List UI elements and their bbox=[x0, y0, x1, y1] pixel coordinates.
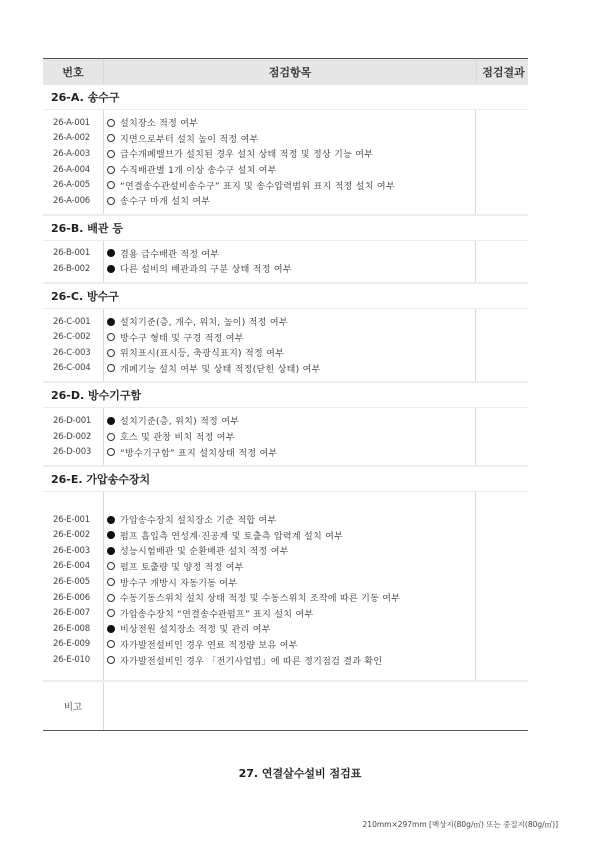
item-text: 지면으로부터 설치 높이 적정 여부 bbox=[120, 134, 259, 145]
item-text: 수직배관별 1개 이상 송수구 설치 여부 bbox=[120, 166, 277, 177]
section-items bbox=[43, 408, 528, 467]
open-circle-icon bbox=[107, 578, 115, 586]
result-cell[interactable] bbox=[475, 408, 529, 465]
paper-spec-footer: 210mm×297mm [백상지(80g/㎡) 또는 중질지(80g/㎡)] bbox=[362, 820, 558, 829]
item-code: 26-E-007 bbox=[53, 608, 90, 619]
checklist-item bbox=[107, 193, 475, 209]
open-circle-icon bbox=[107, 150, 115, 158]
item-code: 26-A-003 bbox=[53, 148, 91, 159]
item-code: 26-D-002 bbox=[53, 431, 92, 442]
item-text: 다른 설비의 배관과의 구분 상태 적정 여부 bbox=[120, 265, 292, 276]
open-circle-icon bbox=[107, 181, 115, 189]
item-code: 26-B-001 bbox=[53, 248, 91, 259]
checklist-item bbox=[107, 413, 475, 429]
item-code: 26-E-006 bbox=[53, 592, 90, 603]
item-code: 26-E-002 bbox=[53, 530, 90, 541]
filled-circle-icon bbox=[107, 265, 115, 273]
open-circle-icon bbox=[107, 640, 115, 648]
item-code: 26-C-002 bbox=[53, 332, 91, 343]
header-item: 점검항목 bbox=[103, 59, 476, 84]
item-code: 26-A-005 bbox=[53, 180, 91, 191]
checklist-item bbox=[107, 162, 475, 178]
checklist-item bbox=[107, 246, 475, 262]
checklist-item bbox=[107, 543, 475, 559]
section-title: 26-B. 배관 등 bbox=[43, 216, 528, 241]
next-page-title: 27. 연결살수설비 점검표 bbox=[238, 767, 362, 780]
item-code: 26-C-003 bbox=[53, 347, 91, 358]
open-circle-icon bbox=[107, 433, 115, 441]
item-code: 26-A-006 bbox=[53, 195, 91, 206]
item-code: 26-E-010 bbox=[53, 655, 90, 666]
filled-circle-icon bbox=[107, 625, 115, 633]
checklist-item bbox=[107, 605, 475, 621]
item-code: 26-A-001 bbox=[53, 117, 91, 128]
item-text: 가압송수장치 “연결송수관펌프” 표지 설치 여부 bbox=[120, 609, 314, 620]
item-code: 26-E-004 bbox=[53, 561, 90, 572]
table-header bbox=[43, 59, 528, 85]
checklist-item bbox=[107, 345, 475, 361]
item-text: 급수개폐밸브가 설치된 경우 설치 상태 적정 및 정상 기능 여부 bbox=[120, 150, 374, 161]
result-cell[interactable] bbox=[475, 110, 529, 214]
open-circle-icon bbox=[107, 609, 115, 617]
item-code: 26-D-001 bbox=[53, 415, 92, 426]
item-text: 호스 및 관창 비치 적정 여부 bbox=[120, 433, 235, 444]
item-text: 비상전원 설치장소 적정 및 관리 여부 bbox=[120, 625, 271, 636]
filled-circle-icon bbox=[107, 249, 115, 257]
checklist-item bbox=[107, 177, 475, 193]
checklist-item bbox=[107, 115, 475, 131]
item-code: 26-A-002 bbox=[53, 133, 91, 144]
open-circle-icon bbox=[107, 349, 115, 357]
item-code: 26-E-005 bbox=[53, 577, 90, 588]
checklist-item bbox=[107, 146, 475, 162]
item-text: 수동기동스위치 설치 상태 적정 및 수동스위치 조작에 따른 기동 여부 bbox=[120, 594, 401, 605]
checklist-item bbox=[107, 329, 475, 345]
remarks-label: 비고 bbox=[63, 701, 83, 713]
checklist-item bbox=[107, 621, 475, 637]
item-text: 설치기준(층, 위치) 적정 여부 bbox=[120, 417, 240, 428]
checklist-item bbox=[107, 131, 475, 147]
checklist-item bbox=[107, 444, 475, 460]
checklist-item bbox=[107, 652, 475, 668]
open-circle-icon bbox=[107, 134, 115, 142]
item-text: 개폐기능 설치 여부 및 상태 적정(닫힌 상태) 여부 bbox=[120, 364, 321, 375]
inspection-table bbox=[43, 58, 528, 731]
item-text: 펌프 흡입측 연성계·진공계 및 토출측 압력계 설치 여부 bbox=[120, 531, 344, 542]
result-cell[interactable] bbox=[475, 241, 529, 282]
item-code: 26-A-004 bbox=[53, 164, 91, 175]
item-code: 26-C-001 bbox=[53, 316, 91, 327]
checklist-item bbox=[107, 574, 475, 590]
section-title: 26-E. 가압송수장치 bbox=[43, 467, 528, 492]
item-text: “방수기구함” 표지 설치상태 적정 여부 bbox=[120, 448, 278, 459]
item-text: 펌프 토출량 및 양정 적정 여부 bbox=[120, 562, 244, 573]
checklist-item bbox=[107, 512, 475, 528]
item-code: 26-E-008 bbox=[53, 623, 90, 634]
checklist-item bbox=[107, 528, 475, 544]
open-circle-icon bbox=[107, 364, 115, 372]
item-text: 겸용 급수배관 적정 여부 bbox=[120, 249, 220, 260]
checklist-item bbox=[107, 559, 475, 575]
item-code: 26-D-003 bbox=[53, 447, 92, 458]
item-text: 설치장소 적정 여부 bbox=[120, 119, 199, 130]
open-circle-icon bbox=[107, 656, 115, 664]
section-items bbox=[43, 492, 528, 682]
open-circle-icon bbox=[107, 119, 115, 127]
item-text: 위치표시(표시등, 축광식표지) 적정 여부 bbox=[120, 349, 285, 360]
open-circle-icon bbox=[107, 333, 115, 341]
item-code: 26-B-002 bbox=[53, 263, 91, 274]
filled-circle-icon bbox=[107, 417, 115, 425]
checklist-item bbox=[107, 261, 475, 277]
item-text: 성능시험배관 및 순환배관 설치 적정 여부 bbox=[120, 547, 289, 558]
open-circle-icon bbox=[107, 197, 115, 205]
filled-circle-icon bbox=[107, 516, 115, 524]
open-circle-icon bbox=[107, 166, 115, 174]
item-text: 가압송수장치 설치장소 기준 적합 여부 bbox=[120, 516, 277, 527]
section-title: 26-D. 방수기구함 bbox=[43, 383, 528, 408]
result-cell[interactable] bbox=[475, 492, 529, 680]
section-title: 26-A. 송수구 bbox=[43, 85, 528, 110]
item-text: 자가발전설비인 경우 연료 적정량 보유 여부 bbox=[120, 640, 298, 651]
checklist-item bbox=[107, 637, 475, 653]
header-number: 번호 bbox=[62, 65, 84, 79]
item-text: “연결송수관설비송수구” 표지 및 송수압력범위 표지 적정 설치 여부 bbox=[120, 181, 395, 192]
section-items bbox=[43, 309, 528, 383]
result-cell[interactable] bbox=[475, 309, 529, 381]
section-title: 26-C. 방수구 bbox=[43, 284, 528, 309]
checklist-item bbox=[107, 590, 475, 606]
remarks-field[interactable] bbox=[103, 682, 528, 730]
checklist-item bbox=[107, 314, 475, 330]
header-result: 점검결과 bbox=[476, 59, 530, 84]
section-items bbox=[43, 241, 528, 284]
section-items bbox=[43, 110, 528, 216]
filled-circle-icon bbox=[107, 547, 115, 555]
filled-circle-icon bbox=[107, 531, 115, 539]
remarks-row bbox=[43, 682, 528, 731]
item-text: 방수구 형태 및 구경 적정 여부 bbox=[120, 333, 244, 344]
table-body bbox=[43, 85, 528, 682]
item-code: 26-C-004 bbox=[53, 363, 91, 374]
item-code: 26-E-001 bbox=[53, 514, 90, 525]
filled-circle-icon bbox=[107, 318, 115, 326]
item-text: 설치기준(층, 개수, 위치, 높이) 적정 여부 bbox=[120, 318, 288, 329]
open-circle-icon bbox=[107, 562, 115, 570]
item-text: 송수구 마개 설치 여부 bbox=[120, 197, 211, 208]
item-text: 방수구 개방시 자동기동 여부 bbox=[120, 578, 238, 589]
checklist-item bbox=[107, 429, 475, 445]
open-circle-icon bbox=[107, 448, 115, 456]
open-circle-icon bbox=[107, 594, 115, 602]
checklist-item bbox=[107, 361, 475, 377]
item-code: 26-E-009 bbox=[53, 639, 90, 650]
item-code: 26-E-003 bbox=[53, 545, 90, 556]
item-text: 자가발전설비인 경우 「전기사업법」에 따른 정기점검 결과 확인 bbox=[120, 656, 383, 667]
